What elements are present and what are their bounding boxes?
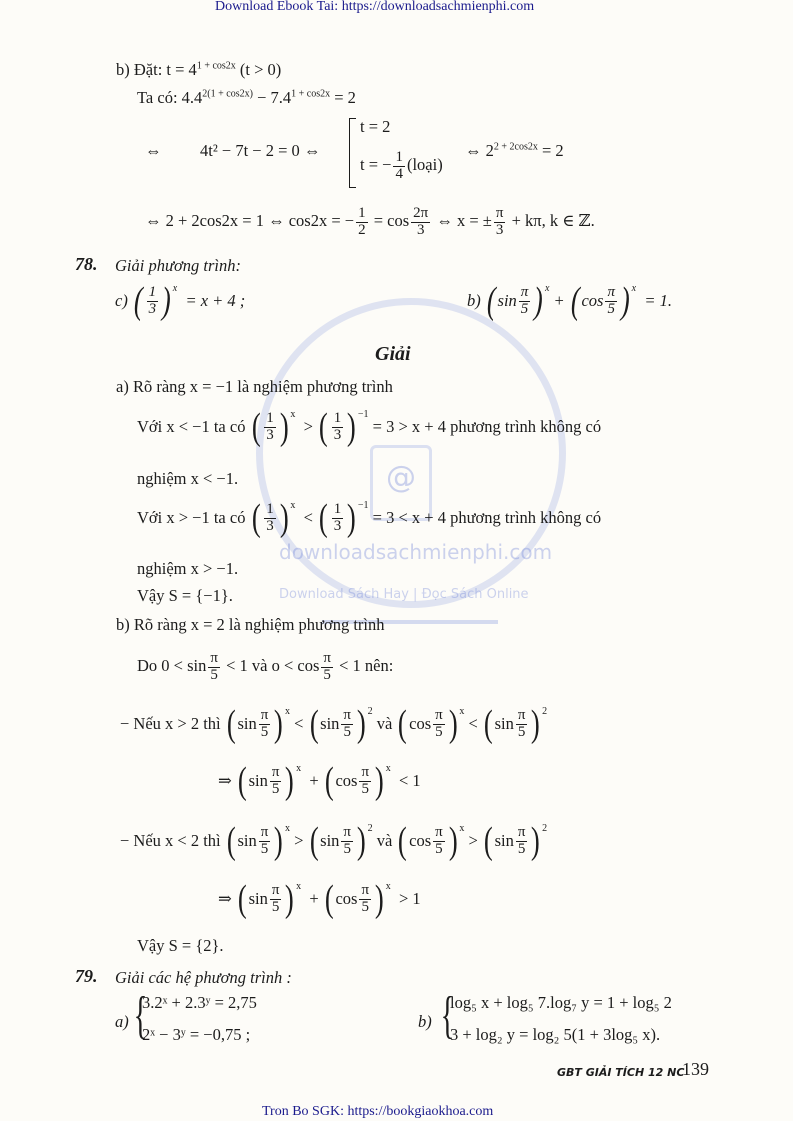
problem-78-number: 78.	[75, 254, 98, 274]
problem-79-b-label: b)	[418, 1012, 432, 1031]
sol-a-line6: Vậy S = {−1}.	[137, 586, 233, 605]
sol-a-line2: Với x < −1 ta có ( 1 3 ) $^x$ > ( 1 3 ) $^{-1}$ = 3 > x + 4 phương trình không có	[137, 406, 602, 448]
problem-78-part-a: c) ( 1 3 ) $^x$ = x + 4 ;	[115, 280, 246, 322]
prev-eq-arrow: ⇔	[145, 141, 162, 160]
sol-b-imp-gt: ⇒ ( sin π 5 ) $^x$ + ( cos π 5 ) $^x$ > 1	[218, 878, 421, 920]
watermark-at-icon: @	[386, 460, 416, 495]
prev-case1: t = 2	[360, 117, 391, 136]
sol-b-conclusion: Vậy S = {2}.	[137, 936, 224, 955]
page-number: 139	[682, 1059, 709, 1079]
sol-a-line5: nghiệm x > −1.	[137, 559, 239, 578]
problem-79-b-eq1: log₅ x + log₅ 7.log₇ y = 1 + log₅ 2	[450, 993, 672, 1012]
problem-78-part-b: b) ( sin π 5 ) $^x$ + ( cos π 5 ) $^x$ = 1.	[467, 280, 672, 322]
solution-title: Giải	[375, 343, 411, 365]
footer-download-link[interactable]: Tron Bo SGK: https://bookgiaokhoa.com	[262, 1104, 494, 1119]
prev-taco-line: Ta có: $4.4^{2(1 + cos2x)} - 7.4^{1 + cos2x} = 2$	[137, 88, 356, 107]
problem-79-number: 79.	[75, 966, 98, 986]
header-download-link[interactable]: Download Ebook Tai: https://downloadsachmienphi.com	[215, 0, 535, 14]
prev-quadratic: 4t² − 7t − 2 = 0 ⇔	[200, 141, 321, 160]
sol-a-line4: Với x > −1 ta có ( 1 3 ) $^x$ < ( 1 3 ) $^{-1}$ = 3 < x + 4 phương trình không có	[137, 497, 602, 539]
problem-78-title: Giải phương trình:	[115, 256, 241, 275]
problem-79-a-eq2: 2ˣ − 3ʸ = −0,75 ;	[142, 1025, 251, 1044]
sol-b-case-lt: − Nếu x < 2 thì ( sin π 5 ) $^x$ > ( sin π 5 ) $^2$ và ( cos π 5 ) $^x$ > ( sin π 5 ) $^2$	[120, 820, 548, 862]
prev-b-line1: b) Đặt: $t = 4^{1 + cos2x}$ (t > 0)	[116, 60, 282, 79]
prev-case-bracket	[349, 118, 356, 188]
sol-a-line1: a) Rõ ràng x = −1 là nghiệm phương trình	[116, 377, 393, 396]
watermark-slogan: Download Sách Hay | Đọc Sách Online	[279, 587, 529, 602]
sol-a-line3: nghiệm x < −1.	[137, 469, 239, 488]
sol-b-imp-lt: ⇒ ( sin π 5 ) $^x$ + ( cos π 5 ) $^x$ < 1	[218, 760, 421, 802]
problem-79-a-brace: {	[133, 987, 148, 1044]
problem-79-b-eq2: 3 + log₂ y = log₂ 5(1 + 3log₅ x).	[450, 1025, 661, 1044]
prev-case2: t = − $\frac{1}{4}$ (loại)	[360, 149, 443, 182]
problem-79-b-brace: {	[440, 987, 455, 1044]
prev-eq-right: ⇔ $2^{2 + 2cos2x} = 2$	[465, 141, 564, 160]
watermark-site-name: downloadsachmienphi.com	[279, 540, 553, 564]
problem-79-title: Giải các hệ phương trình :	[115, 968, 292, 987]
sol-b-line2: Do 0 < sin $\frac{\pi}{5}$ < 1 và o < cos $\frac{\pi}{5}$ < 1 nên:	[137, 650, 394, 683]
page-footer-book: GBT GIẢI TÍCH 12 NC	[557, 1066, 685, 1079]
prev-final-line: ⇔ 2 + 2cos2x = 1 ⇔ cos2x = − $\frac{1}{2}$ = cos $\frac{2\pi}{3}$ ⇔ x = ± $\frac{\pi}{3}$ + kπ, k ∈ ℤ.	[145, 205, 595, 238]
problem-79-a-eq1: 3.2ˣ + 2.3ʸ = 2,75	[142, 993, 257, 1012]
sol-b-line1: b) Rõ ràng x = 2 là nghiệm phương trình	[116, 615, 385, 634]
sol-b-case-gt: − Nếu x > 2 thì ( sin π 5 ) $^x$ < ( sin π 5 ) $^2$ và ( cos π 5 ) $^x$ < ( sin π 5 ) $^2$	[120, 703, 548, 745]
problem-79-a-label: a)	[115, 1012, 129, 1031]
